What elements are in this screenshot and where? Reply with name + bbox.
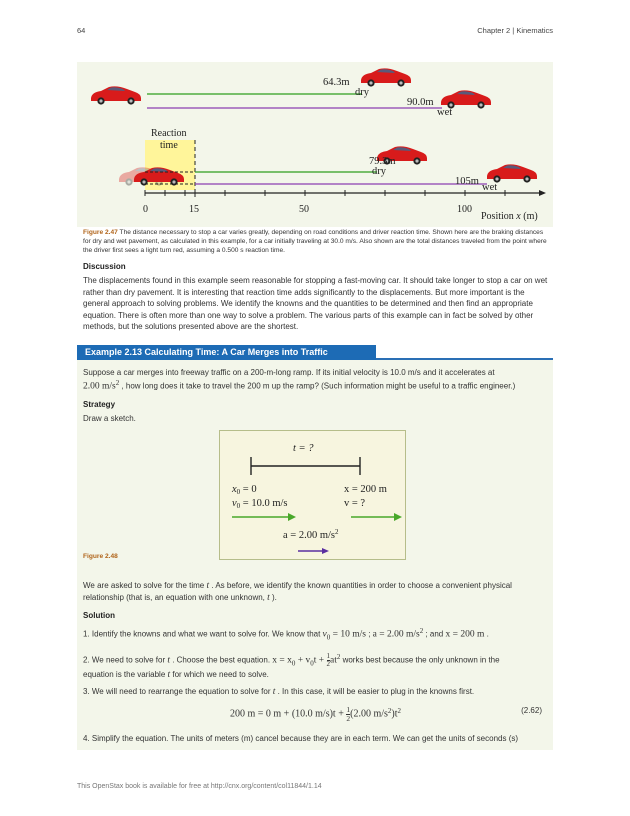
step-3: 3. We will need to rearrange the equation to solve for t . In this case, it will be easier to plug in the knowns first. <box>83 687 475 697</box>
figure-2-48-caption: Figure 2.48 <box>83 553 118 560</box>
label-wet-top: wet <box>437 107 453 118</box>
chapter-header: Chapter 2 | Kinematics <box>477 26 553 35</box>
step-2: 2. We need to solve for t . Choose the best equation. $x = x_0 + v_0t$ + $\frac{1}{2}$ $at^2$ works best because the only unknown in the equation is the variable t for which we need to solve. <box>83 652 500 681</box>
tick-50: 50 <box>299 204 309 215</box>
step-4: 4. Simplify the equation. The units of meters (m) cancel because they are in each term. We can get the units of seconds (s) <box>83 734 519 743</box>
a-label: a = 2.00 $m/s^2$ <box>283 528 339 541</box>
v-label: v = ? <box>344 498 366 509</box>
label-dry-bottom: dry <box>372 166 386 177</box>
figure-2-48 <box>219 430 406 560</box>
example-body <box>77 360 553 750</box>
car-dry-top <box>361 68 411 86</box>
discussion-text: The displacements found in this example seem reasonable for stopping a fast-moving car. It should take longer to stop a car on wet rather than dry pavement. It is interesting that reaction time adds significantly to the displacements. But more important is the general approach to solving problems. We identify the knowns and the quantities to be determined and then find an appropriate equation. There is often more than one way to solve a problem. The various parts of this example can in fact be solved by other methods, but the solutions presented above are the shortest. <box>83 276 548 332</box>
strategy-heading: Strategy <box>83 400 116 409</box>
v0-label: v0 = 10.0 m/s <box>232 498 288 510</box>
strategy-text: Draw a sketch. <box>83 414 136 423</box>
example-title: Example 2.13 Calculating Time: A Car Merges into Traffic <box>77 345 376 360</box>
x0-label: x0 = 0 <box>232 484 257 496</box>
step-1: 1. Identify the knowns and what we want to solve for. We know that $v_0 = 10$ m/s ; a = 2.00 $m/s^2$ ; and x = 200 m . <box>83 627 489 642</box>
label-79m: 79.3m <box>369 156 396 167</box>
tick-0: 0 <box>143 204 148 215</box>
x-label: x = 200 m <box>344 484 387 495</box>
equation-number: (2.62) <box>521 706 542 715</box>
caption-label: Figure 2.47 <box>83 229 118 236</box>
car-wet-bottom <box>487 164 537 182</box>
label-time: time <box>160 140 178 151</box>
label-105m: 105m <box>455 176 479 187</box>
tick-15: 15 <box>189 204 199 215</box>
caption-text: The distance necessary to stop a car varies greatly, depending on road conditions and driver reaction time. Shown here are the braking distances for dry and wet pavement, as calculated in this example, for a car initially traveling at 30.0 m/s. Also shown are the total distances traveled from the point where the driver first sees a light turn red, assuming a 0.500 s reaction time. <box>83 229 547 255</box>
label-wet-bottom: wet <box>482 182 498 193</box>
label-dry-top: dry <box>355 87 369 98</box>
car-wet-top <box>441 90 491 108</box>
stopping-distance-diagram <box>77 62 553 227</box>
example-intro: Suppose a car merges into freeway traffic on a 200-m-long ramp. If its initial velocity is 10.0 m/s and it accelerates at 2.00 $m/s^2$ , how long does it take to travel the 200 m up the ramp? (Such information might be useful to a traffic engineer.) <box>83 368 516 392</box>
page-number: 64 <box>77 26 86 35</box>
axis-arrowhead <box>539 190 546 196</box>
label-64m: 64.3m <box>323 77 350 88</box>
asked-paragraph: We are asked to solve for the time t . As before, we identify the known quantities in order to choose a convenient physical relationship (that is, an equation with one unknown, t ). <box>83 581 512 603</box>
example-title-band <box>77 345 553 359</box>
car-start-top <box>91 86 141 104</box>
footer: This OpenStax book is available for free at http://cnx.org/content/col11844/1.14 <box>77 783 322 790</box>
figure-2-47-caption <box>83 228 548 256</box>
equation-2-62: 200 m = 0 m + (10.0 m/s)t + $\frac{1}{2}$ (2.00 $m/s^2)t^2$ <box>229 705 401 724</box>
axis-label: Position x (m) <box>481 211 538 222</box>
label-90m: 90.0m <box>407 97 434 108</box>
t-unknown-label: t = ? <box>293 443 314 454</box>
solution-heading: Solution <box>83 611 115 620</box>
figure-2-47 <box>77 62 553 227</box>
v0-arrowhead <box>288 513 296 521</box>
v-arrowhead <box>394 513 402 521</box>
discussion-heading: Discussion <box>83 262 126 271</box>
label-reaction: Reaction <box>151 128 187 139</box>
tick-100: 100 <box>457 204 472 215</box>
ramp-sketch <box>220 431 405 559</box>
